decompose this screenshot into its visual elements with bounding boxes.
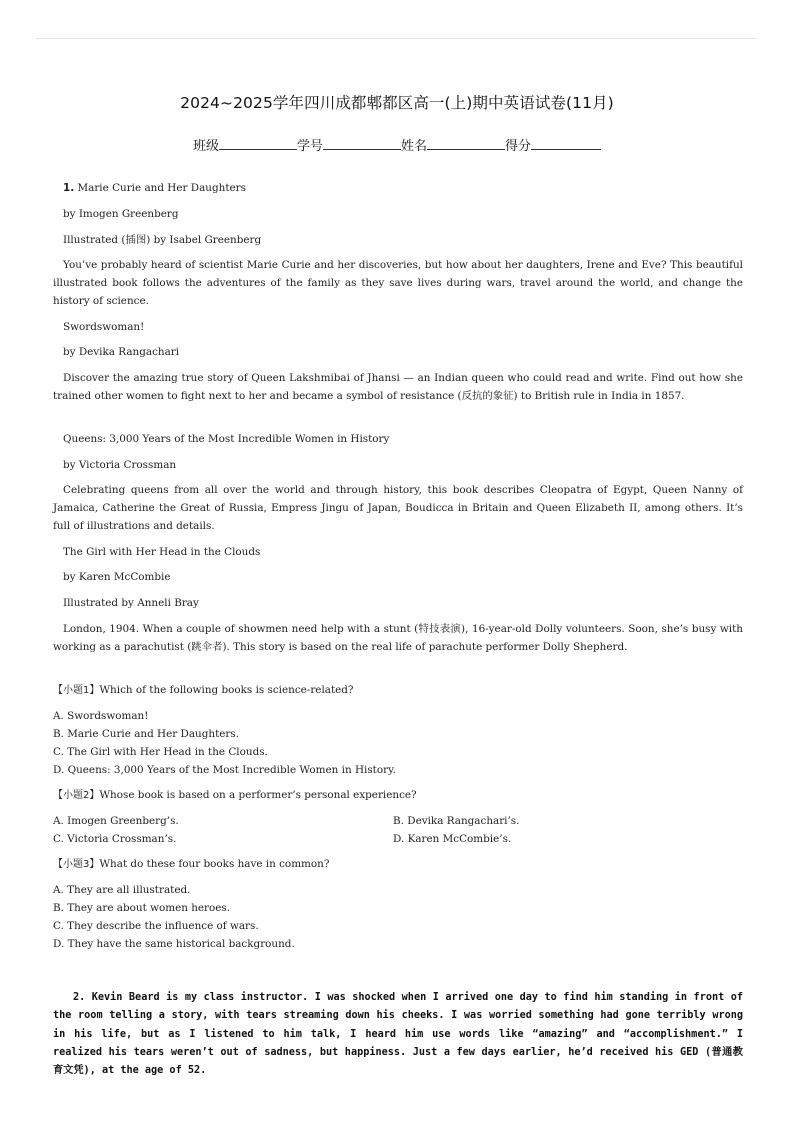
- q1-sub3-option-c: C. They describe the influence of wars.: [53, 920, 259, 932]
- header-rule: [36, 38, 758, 39]
- q1-book1-desc: You’ve probably heard of scientist Marie Curie and her discoveries, but how about her daughters, Irene and Eve? This beautiful illustrated book follows the adventures of the family as they save lives during wars, travel around the world, and change the history of science.: [53, 259, 743, 307]
- q1-sub3-stem-line: [53, 855, 743, 874]
- score-label: 得分: [505, 139, 532, 154]
- q1-sub1-option-b: B. Marie Curie and Her Daughters.: [53, 728, 240, 740]
- score-blank: [531, 137, 601, 150]
- q1-sub1-option-a: A. Swordswoman!: [53, 710, 149, 722]
- q1-book3-title: Queens: 3,000 Years of the Most Incredible Women in History: [63, 433, 390, 445]
- q2-passage: 2. Kevin Beard is my class instructor. I was shocked when I arrived one day to find him standing in front of the room telling a story, with tears streaming down his cheeks. I was worried something had gone terribly wrong in his life, but as I listened to him talk, I heard him use words like “amazing” and “accomplishment.” I realized his tears weren’t out of sadness, but happiness. Just a few days earlier, he’d received his GED (普通教育文凭), at the age of 52.: [53, 992, 743, 1077]
- q1-sub2-tag: 【小题2】: [53, 790, 100, 801]
- q1-sub1-option-d: D. Queens: 3,000 Years of the Most Incredible Women in History.: [53, 764, 396, 776]
- q1-book1-author: by Imogen Greenberg: [63, 208, 179, 220]
- q1-sub2-option-c: C. Victoria Crossman’s.: [53, 833, 177, 845]
- q1-number: 1.: [63, 182, 75, 194]
- q1-book1-title-line: [63, 179, 753, 197]
- q1-book4-author: by Karen McCombie: [63, 571, 171, 583]
- q1-sub2-stem: Whose book is based on a performer’s personal experience?: [99, 789, 417, 801]
- q1-sub2-option-b: B. Devika Rangachari’s.: [393, 815, 520, 827]
- class-blank: [219, 137, 297, 150]
- name-label: 姓名: [401, 139, 428, 154]
- q1-sub1-tag: 【小题1】: [53, 685, 100, 696]
- q1-book2-desc: Discover the amazing true story of Queen Lakshmibai of Jhansi — an Indian queen who could read and write. Find out how she trained other women to fight next to her and became a symbol of resistance (反抗的象征) to British rule in India in 1857.: [53, 372, 743, 402]
- name-blank: [427, 137, 505, 150]
- q1-sub2-option-a: A. Imogen Greenberg’s.: [53, 815, 179, 827]
- q1-book1-title: Marie Curie and Her Daughters: [77, 182, 246, 194]
- q1-sub2-stem-line: [53, 786, 743, 805]
- q1-book3-author: by Victoria Crossman: [63, 459, 177, 471]
- q1-sub1-option-c: C. The Girl with Her Head in the Clouds.: [53, 746, 268, 758]
- student-info-line: [0, 135, 794, 154]
- q1-sub2-option-d: D. Karen McCombie’s.: [393, 833, 512, 845]
- class-label: 班级: [192, 139, 219, 154]
- q1-book4-desc: London, 1904. When a couple of showmen need help with a stunt (特技表演), 16-year-old Dolly volunteers. Soon, she’s busy with working as a parachutist (跳伞者). This story is based on the real life of parachute performer Dolly Shepherd.: [53, 623, 743, 653]
- q1-book2-author: by Devika Rangachari: [63, 346, 180, 358]
- page-title: 2024~2025学年四川成都郫都区高一(上)期中英语试卷(11月): [180, 94, 614, 112]
- q1-sub3-option-a: A. They are all illustrated.: [53, 884, 191, 896]
- id-label: 学号: [296, 139, 323, 154]
- q1-book3-desc: Celebrating queens from all over the world and through history, this book describes Cleopatra of Egypt, Queen Nanny of Jamaica, Catherine the Great of Russia, Empress Jingu of Japan, Boudicca in Britain and Queen Elizabeth II, among others. It’s full of illustrations and details.: [53, 484, 743, 532]
- q1-sub3-tag: 【小题3】: [53, 859, 100, 870]
- id-blank: [323, 137, 401, 150]
- q1-sub1-stem-line: [53, 681, 743, 700]
- q1-sub3-stem: What do these four books have in common?: [99, 858, 330, 870]
- q1-book4-illustrator: Illustrated by Anneli Bray: [63, 597, 199, 609]
- q1-book1-illustrator: Illustrated (插图) by Isabel Greenberg: [63, 234, 262, 246]
- q1-book2-title: Swordswoman!: [63, 321, 145, 333]
- q1-book4-title: The Girl with Her Head in the Clouds: [63, 546, 261, 558]
- q1-sub3-option-b: B. They are about women heroes.: [53, 902, 231, 914]
- q1-sub1-stem: Which of the following books is science-related?: [99, 684, 354, 696]
- q1-sub3-option-d: D. They have the same historical background.: [53, 938, 295, 950]
